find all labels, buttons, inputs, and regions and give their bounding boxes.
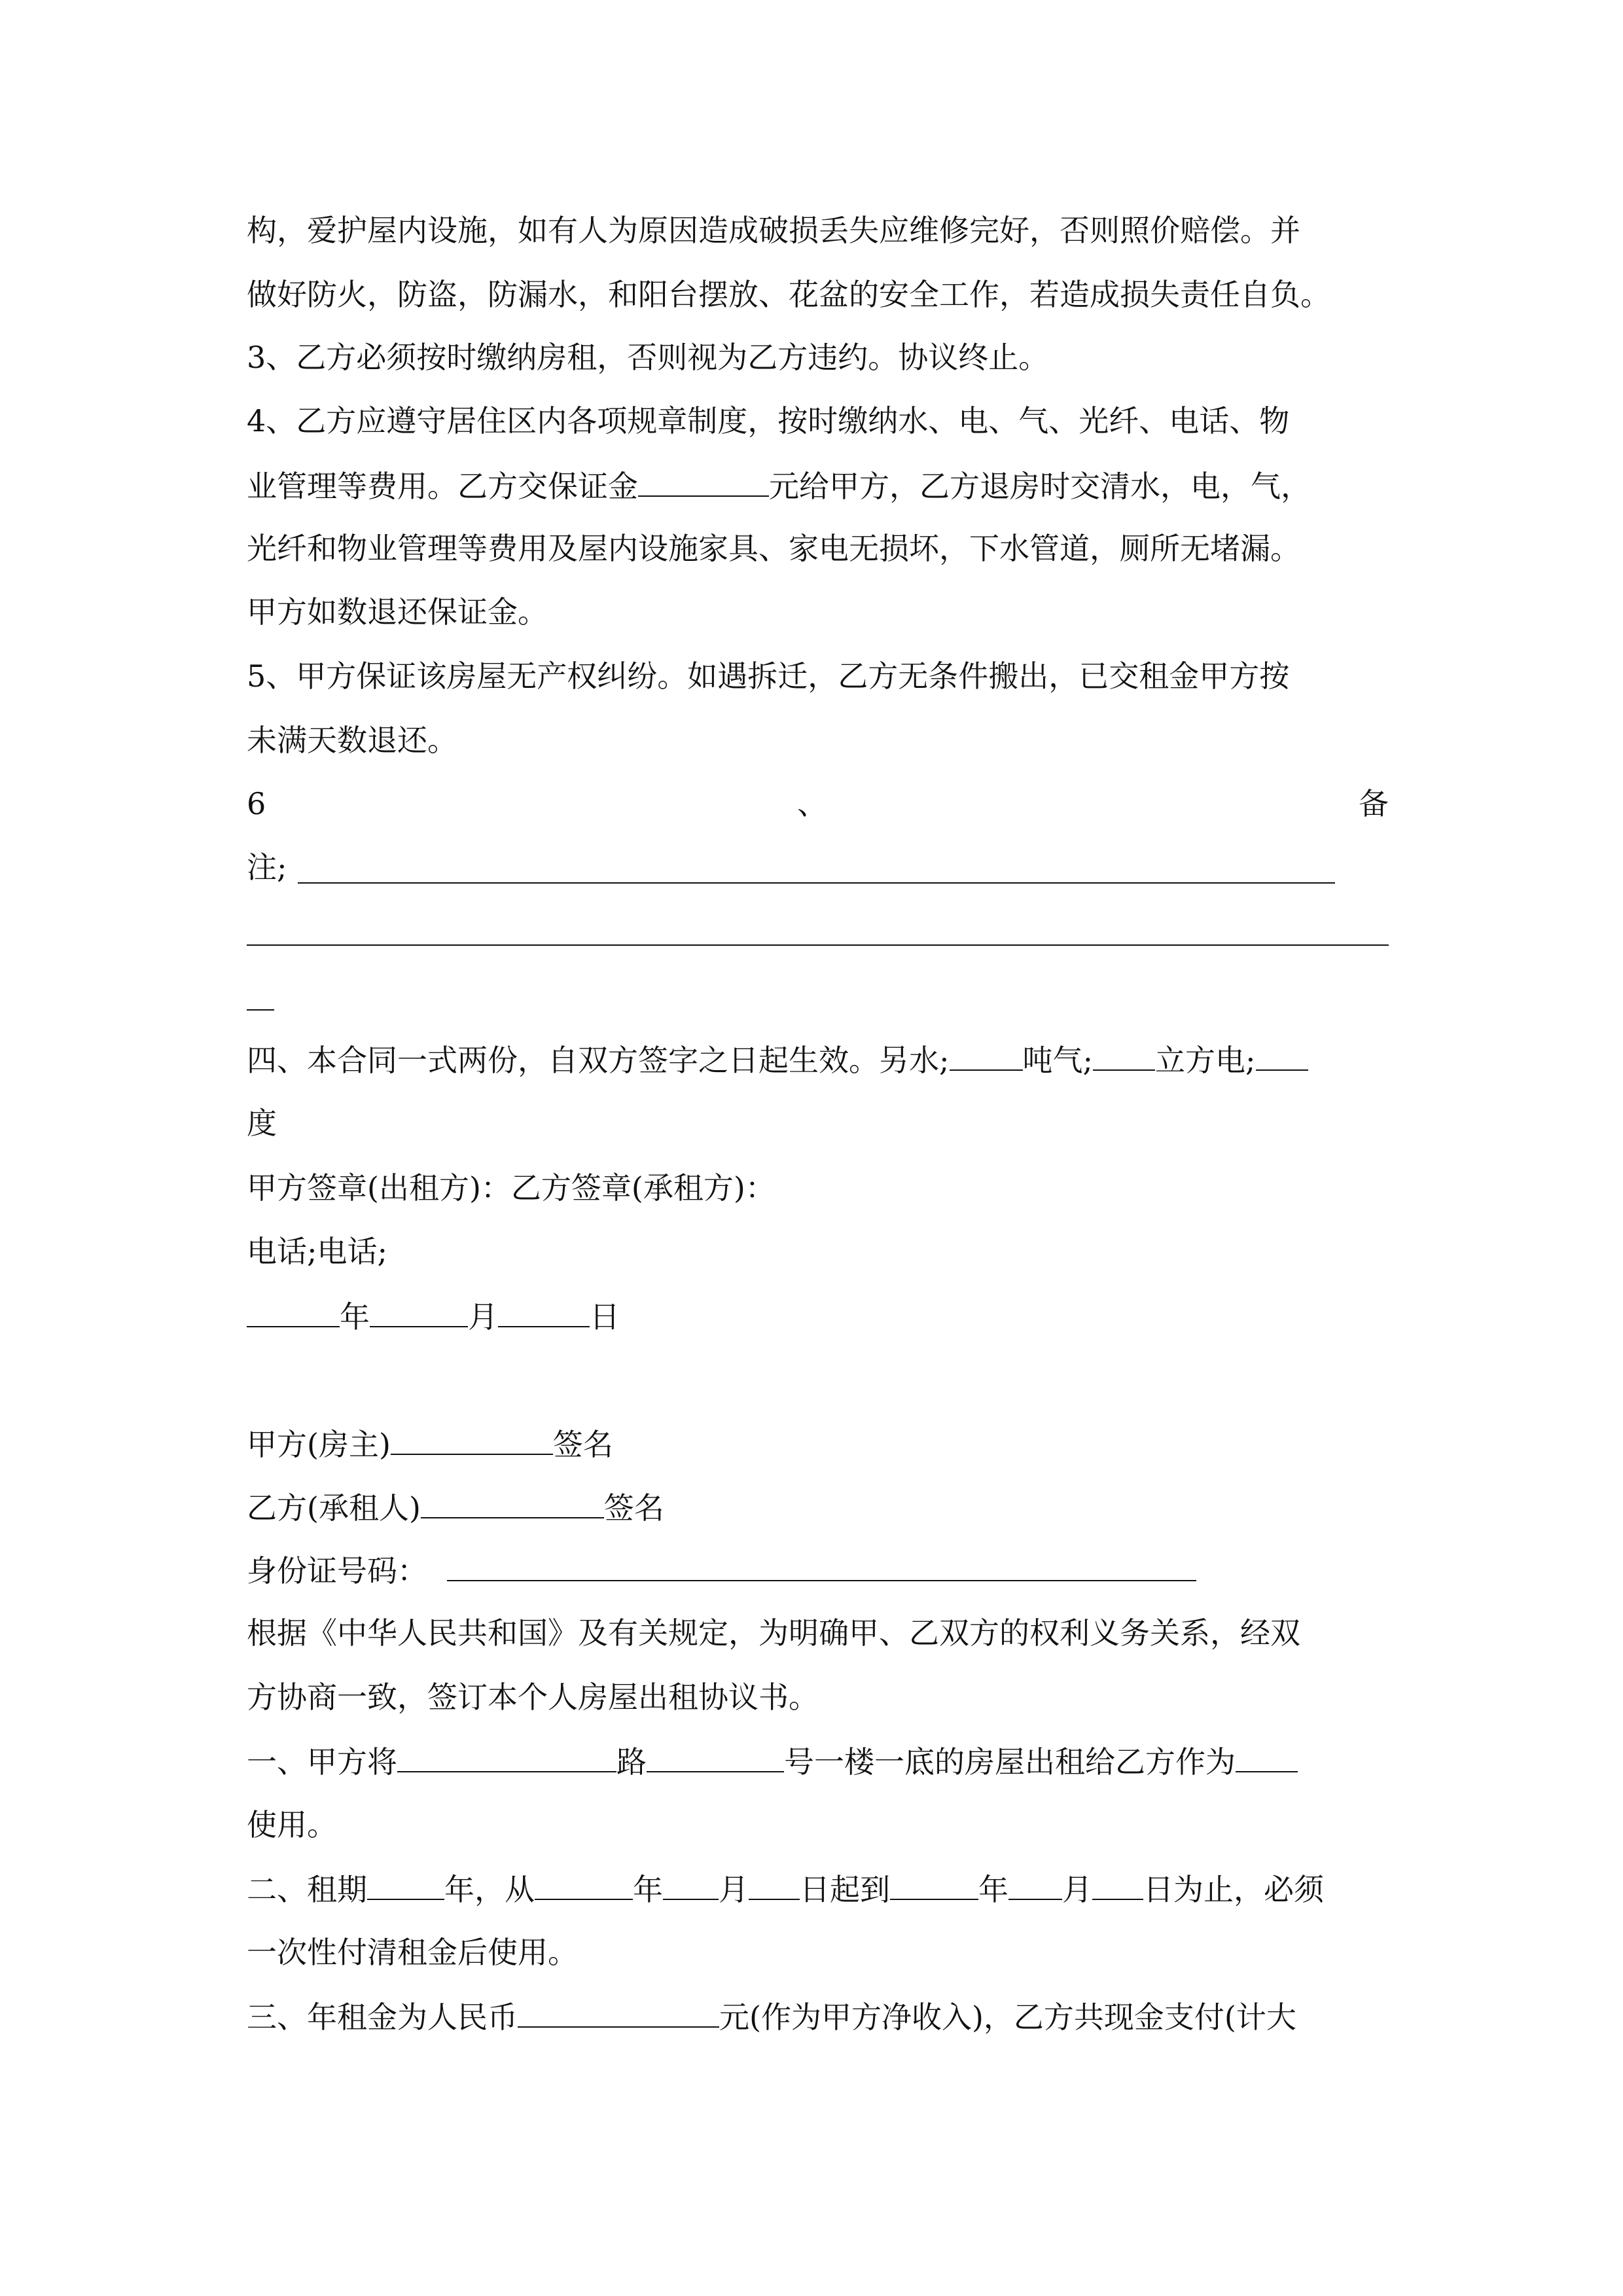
gas-blank[interactable]: [1093, 1039, 1155, 1071]
phone-line: 电话;电话;: [247, 1234, 387, 1269]
gas-label: 吨气;: [1022, 1043, 1093, 1078]
clause-section-4: [247, 1039, 1389, 1080]
month-blank[interactable]: [370, 1296, 468, 1327]
clause-3: 3、乙方必须按时缴纳房租，否则视为乙方违约。协议终止。: [247, 340, 1049, 375]
start-day-label: 日起到: [800, 1872, 890, 1907]
start-month-blank[interactable]: [663, 1869, 719, 1900]
start-month-label: 月: [719, 1872, 749, 1907]
paragraph-line: 未满天数退还。: [247, 723, 457, 758]
party-a-blank[interactable]: [391, 1424, 553, 1455]
end-day-label: 日为止，必须: [1143, 1872, 1324, 1907]
clause-2: [247, 1869, 1389, 1909]
term-from-label: 年，从: [444, 1872, 535, 1907]
year-label: 年: [340, 1299, 370, 1335]
year-blank[interactable]: [247, 1296, 340, 1327]
party-b-line: [247, 1487, 1389, 1528]
paragraph-line: 甲方如数退还保证金。: [247, 594, 548, 630]
usage-blank[interactable]: [1236, 1741, 1298, 1772]
deposit-blank[interactable]: [638, 465, 769, 497]
day-blank[interactable]: [498, 1296, 590, 1327]
day-label: 日: [590, 1299, 620, 1335]
paragraph-line: 光纤和物业管理等费用及屋内设施家具、家电无损坏，下水管道，厕所无堵漏。: [247, 531, 1300, 566]
clause-3-rent: [247, 1996, 1389, 2037]
end-year-blank[interactable]: [890, 1869, 978, 1900]
rent-label: 三、年租金为人民币: [247, 2000, 518, 2035]
signature-stamps: 甲方签章(出租方)：乙方签章(承租方)：: [247, 1170, 776, 1206]
remarks-blank-2[interactable]: [247, 944, 1389, 946]
paragraph-line: 做好防火，防盗，防漏水，和阳台摆放、花盆的安全工作，若造成损失责任自负。: [247, 277, 1330, 312]
remarks-blank-1[interactable]: [298, 882, 1335, 884]
intro-line: 根据《中华人民共和国》及有关规定，为明确甲、乙双方的权利义务关系，经双: [247, 1615, 1300, 1651]
id-number-label: 身份证号码：: [247, 1553, 427, 1588]
deposit-text: 业管理等费用。乙方交保证金: [247, 469, 638, 504]
start-day-blank[interactable]: [749, 1869, 800, 1900]
clause-2-end: 一次性付清租金后使用。: [247, 1935, 578, 1970]
remarks-label: 注;: [247, 850, 287, 885]
road-blank[interactable]: [397, 1741, 616, 1772]
road-label: 路: [616, 1744, 647, 1780]
unit-degree: 度: [247, 1105, 277, 1141]
start-year-label: 年: [633, 1872, 663, 1907]
clause-6-separator: 、: [797, 786, 828, 821]
party-b-label: 乙方(承租人): [247, 1490, 421, 1526]
electric-blank[interactable]: [1256, 1039, 1308, 1071]
party-a-label: 甲方(房主): [247, 1427, 391, 1462]
clause-1-text-after: 号一楼一底的房屋出租给乙方作为: [784, 1744, 1236, 1780]
electric-label: 立方电;: [1155, 1043, 1256, 1078]
clause-4-deposit-line: [247, 465, 1389, 506]
start-year-blank[interactable]: [535, 1869, 633, 1900]
party-b-sign-label: 签名: [603, 1490, 664, 1526]
term-label: 二、租期: [247, 1872, 367, 1907]
clause-6-label: 备: [1359, 786, 1389, 821]
paragraph-line: 构，爱护屋内设施，如有人为原因造成破损丢失应维修完好，否则照价赔偿。并: [247, 213, 1300, 248]
deposit-text-after: 元给甲方，乙方退房时交清水，电，气，: [769, 469, 1311, 504]
section-4-text: 四、本合同一式两份，自双方签字之日起生效。另水;: [247, 1043, 950, 1078]
end-day-blank[interactable]: [1092, 1869, 1143, 1900]
party-a-line: [247, 1424, 1389, 1464]
clause-6-number: 6: [247, 786, 266, 821]
remarks-blank-3[interactable]: [247, 1009, 274, 1011]
term-years-blank[interactable]: [367, 1869, 444, 1900]
month-label: 月: [468, 1299, 498, 1335]
clause-1-end: 使用。: [247, 1807, 337, 1842]
end-month-blank[interactable]: [1008, 1869, 1062, 1900]
rent-text-after: 元(作为甲方净收入)，乙方共现金支付(计大: [719, 2000, 1296, 2035]
clause-5: 5、甲方保证该房屋无产权纠纷。如遇拆迁，乙方无条件搬出，已交租金甲方按: [247, 658, 1290, 694]
date-line: [247, 1296, 1389, 1336]
id-number-blank[interactable]: [447, 1550, 1196, 1581]
clause-1-text: 一、甲方将: [247, 1744, 397, 1780]
clause-1: [247, 1741, 1389, 1782]
party-a-sign-label: 签名: [552, 1427, 613, 1462]
clause-6-header: [247, 784, 1389, 823]
id-number-line: [247, 1550, 1389, 1590]
party-b-blank[interactable]: [421, 1487, 604, 1518]
number-blank[interactable]: [647, 1741, 784, 1772]
clause-4: 4、乙方应遵守居住区内各项规章制度，按时缴纳水、电、气、光纤、电话、物: [247, 403, 1290, 439]
water-blank[interactable]: [950, 1039, 1023, 1071]
remarks-line: [247, 848, 1389, 887]
end-year-label: 年: [978, 1872, 1008, 1907]
intro-line: 方协商一致，签订本个人房屋出租协议书。: [247, 1679, 819, 1715]
end-month-label: 月: [1062, 1872, 1092, 1907]
rent-amount-blank[interactable]: [518, 1996, 719, 2028]
